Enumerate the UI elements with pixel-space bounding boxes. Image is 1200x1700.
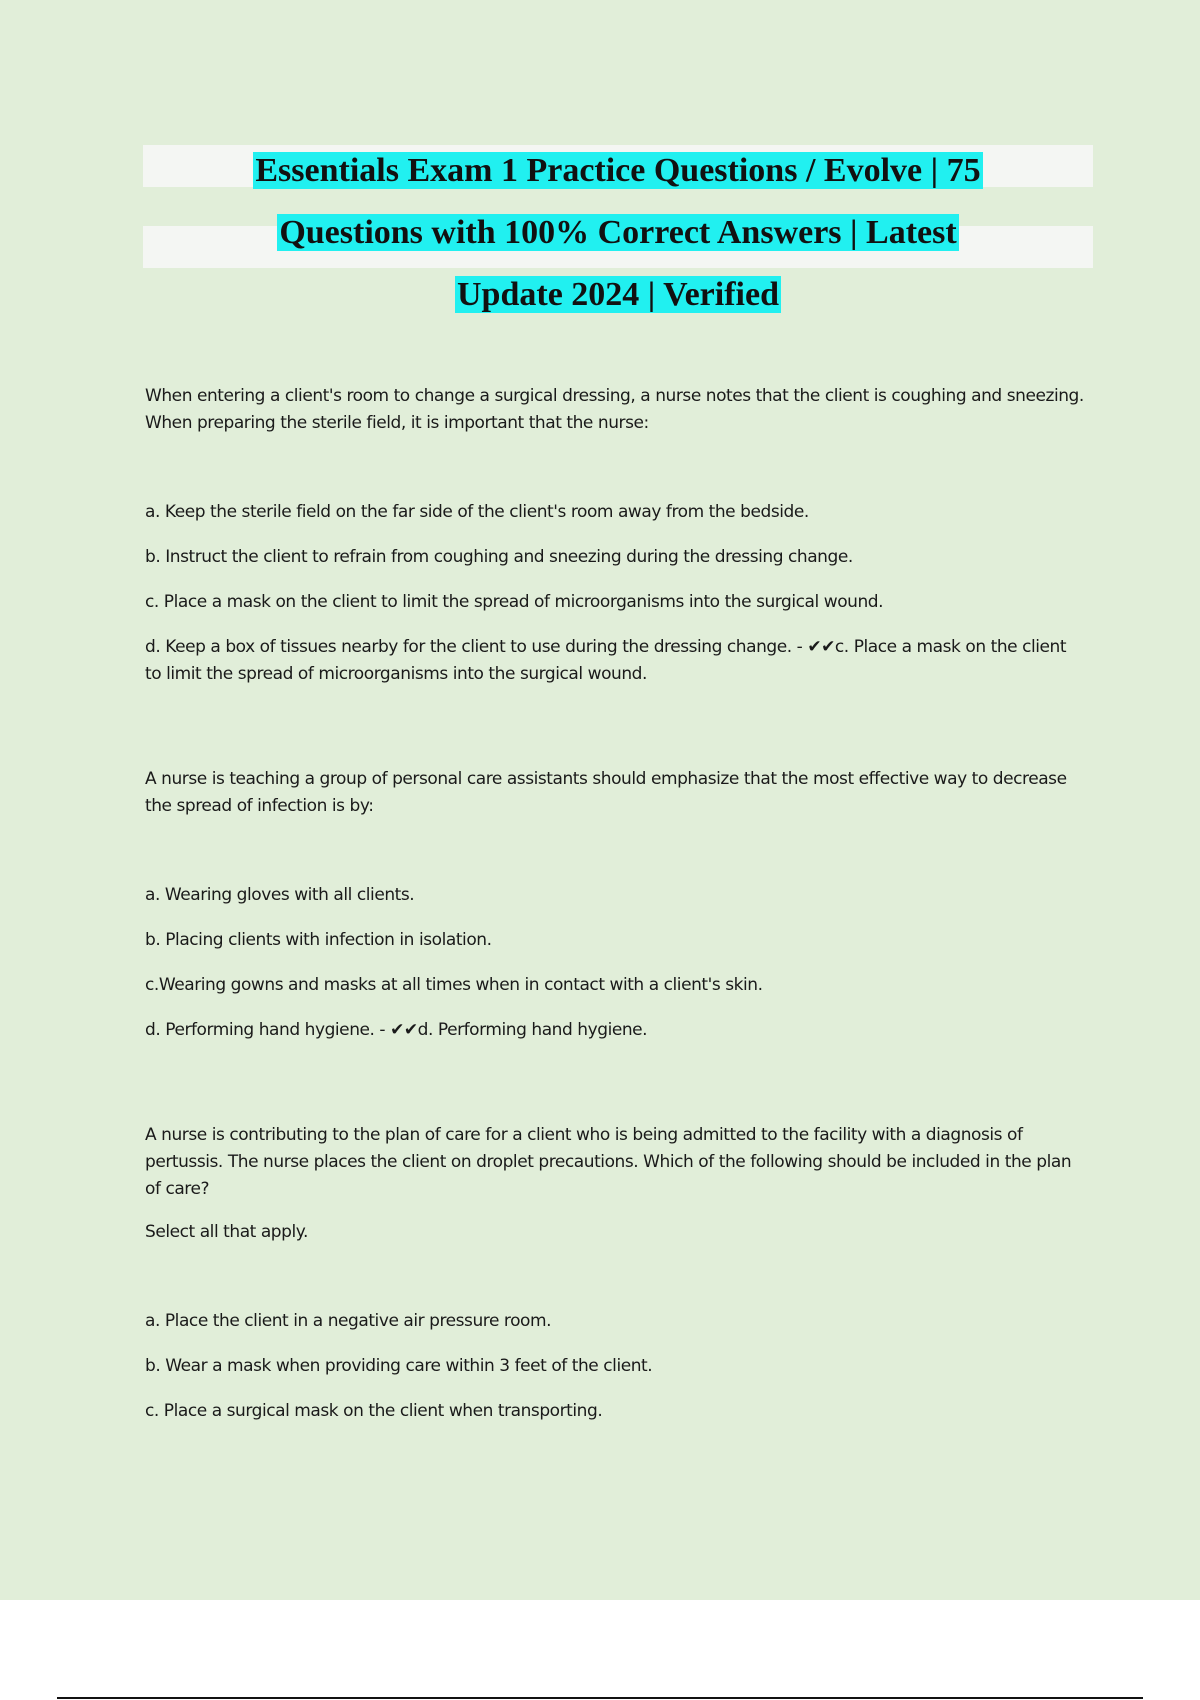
- answer-option: a. Wearing gloves with all clients.: [145, 885, 415, 905]
- answer-option: a. Place the client in a negative air pressure room.: [145, 1311, 552, 1331]
- question-1: [145, 383, 1085, 688]
- document-title: [143, 140, 1093, 326]
- answer-option: b. Placing clients with infection in isolation.: [145, 930, 492, 950]
- title-line-2: Questions with 100% Correct Answers | Latest: [279, 214, 957, 251]
- answer-option-with-key: d. Performing hand hygiene. - ✔✔d. Performing hand hygiene.: [145, 1020, 648, 1040]
- answer-option: a. Keep the sterile field on the far side of the client's room away from the bedside.: [145, 502, 809, 522]
- answer-option: c.Wearing gowns and masks at all times when in contact with a client's skin.: [145, 975, 763, 995]
- question-stem: When entering a client's room to change a surgical dressing, a nurse notes that the client is coughing and sneezing. When preparing the sterile field, it is important that the nurse:: [145, 386, 1084, 433]
- question-stem: A nurse is contributing to the plan of care for a client who is being admitted to the facility with a diagnosis of pertussis. The nurse places the client on droplet precautions. Which of the following should be included in the plan of care?: [145, 1125, 1072, 1199]
- answer-option: c. Place a surgical mask on the client when transporting.: [145, 1401, 603, 1421]
- question-instruction: Select all that apply.: [145, 1222, 308, 1242]
- questions-content: [145, 383, 1085, 1443]
- footer-rule: [57, 1697, 1143, 1699]
- question-stem: A nurse is teaching a group of personal care assistants should emphasize that the most effective way to decrease the spread of infection is by:: [145, 769, 1067, 816]
- answer-option: b. Instruct the client to refrain from coughing and sneezing during the dressing change.: [145, 547, 853, 567]
- question-3: [145, 1122, 1085, 1425]
- answer-options: [145, 1308, 1085, 1425]
- answer-options: [145, 882, 1085, 1044]
- answer-option: b. Wear a mask when providing care within 3 feet of the client.: [145, 1356, 653, 1376]
- title-line-3: Update 2024 | Verified: [457, 276, 779, 313]
- answer-option: c. Place a mask on the client to limit the spread of microorganisms into the surgical wound.: [145, 592, 884, 612]
- question-2: [145, 766, 1085, 1044]
- answer-option-with-key: d. Keep a box of tissues nearby for the client to use during the dressing change. - ✔✔c. Place a mask on the client to limit the spread of microorganisms into the surgical wound.: [145, 637, 1067, 684]
- answer-options: [145, 499, 1085, 688]
- title-line-1: Essentials Exam 1 Practice Questions / Evolve | 75: [255, 152, 981, 189]
